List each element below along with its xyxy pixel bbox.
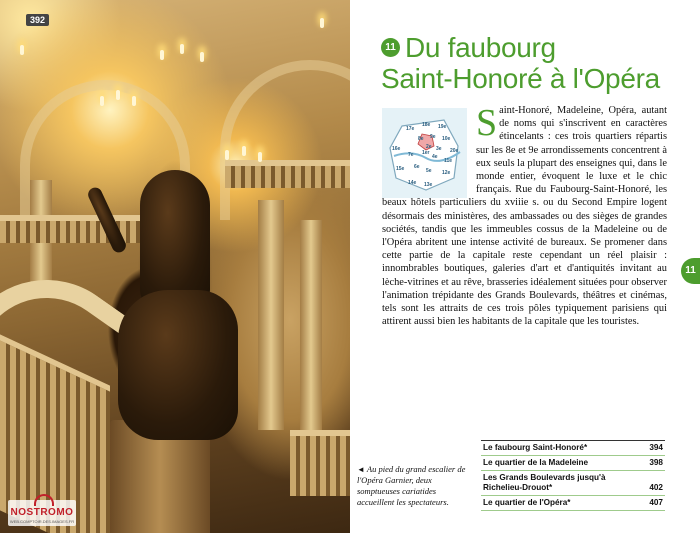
toc-page-number: 398 — [649, 458, 663, 467]
toc-label: Le quartier de l'Opéra* — [483, 498, 571, 507]
toc-row — [481, 441, 665, 456]
chapter-number-badge: 11 — [381, 38, 400, 57]
chandelier-candle — [200, 52, 204, 62]
caption-arrow-icon: ◄ — [357, 465, 365, 474]
chandelier-candle — [100, 96, 104, 106]
arch — [220, 60, 350, 220]
map-arrondissement-label: 16e — [392, 146, 401, 152]
toc-row — [481, 471, 665, 496]
map-arrondissement-label: 2e — [426, 144, 432, 150]
nostromo-watermark — [8, 500, 76, 526]
map-arrondissement-label: 7e — [408, 152, 414, 158]
map-arrondissement-label: 9e — [430, 134, 436, 140]
column — [258, 200, 284, 430]
chandelier-candle — [20, 45, 24, 55]
toc-label: Les Grands Boulevards jusqu'à Richelieu-Drouot* — [483, 473, 606, 492]
map-arrondissement-label: 19e — [438, 124, 447, 130]
watermark-tagline: WEB.COMPTOIR.DES.IMAGES.FR — [9, 519, 75, 524]
map-arrondissement-label: 3e — [436, 146, 442, 152]
upper-balustrade — [225, 160, 350, 188]
chapter-title-line2: Saint-Honoré à l'Opéra — [381, 63, 660, 94]
map-arrondissement-label: 14e — [408, 180, 417, 186]
chandelier-candle — [132, 96, 136, 106]
map-arrondissement-label: 8e — [418, 136, 424, 142]
chapter-title — [381, 32, 660, 94]
map-arrondissement-label: 5e — [426, 168, 432, 174]
watermark-name: NOSTROMO — [10, 507, 74, 518]
page-number-left: 392 — [26, 14, 49, 26]
dropcap-letter: S — [476, 102, 498, 144]
chandelier-candle — [320, 18, 324, 28]
chandelier-candle — [225, 150, 229, 160]
caption-text: Au pied du grand escalier de l'Opéra Garnier, deux somptueuses cariatides accueillent les spectateurs. — [357, 464, 466, 507]
caryatid-statue-upper — [140, 170, 210, 310]
caryatid-statue-lower — [118, 290, 238, 440]
map-arrondissement-label: 20e — [450, 148, 459, 154]
toc-row — [481, 456, 665, 471]
chandelier-candle — [258, 152, 262, 162]
chandelier-candle — [160, 50, 164, 60]
toc-label: Le quartier de la Madeleine — [483, 458, 589, 467]
chandelier-candle — [180, 44, 184, 54]
photo-caption — [357, 464, 467, 508]
intro-text: aint-Honoré, Madeleine, Opéra, autant de noms qui s'inscrivent en caractères étincelants : ces trois quartiers répartis sur les 8e et 9e arrondissements concentrent à eux seuls la plupart des enseignes qui, dans le monde entier, évoquent le luxe et le chic français. Rue du Faubourg-Saint-Honoré, les beaux hôtels particuliers du xviiie s. ou du Second Empire logent désormais des ministères, des ambassades ou des sièges de grandes sociétés, tandis que les immeubles cossus de la Madeleine ou de l'Opéra abritent une intense activité de bureaux. Se promener dans cette partie de la capitale reste cependant un réel plaisir : innombrables boutiques, galeries d'art et d'antiquités invitant au lèche-vitrines et au rêve, brasseries idéalement situées pour observer l'animation trépidante des Grands Boulevards, théâtres et cinémas, tels sont les attraits de ces trois pôles typiquement parisiens qui attirent aussi bien les habitants de la capitale que les touristes. — [382, 105, 667, 328]
chapter-side-tab: 11 — [681, 258, 700, 284]
toc-rows — [481, 441, 665, 511]
toc-page-number: 402 — [649, 483, 663, 492]
chapter-title-line1: Du faubourg — [405, 32, 556, 63]
map-arrondissement-label: 18e — [422, 122, 431, 128]
toc-row — [481, 496, 665, 511]
map-arrondissement-label: 1er — [422, 150, 430, 156]
column — [300, 220, 322, 440]
map-arrondissement-label: 12e — [442, 170, 451, 176]
map-arrondissement-label: 17e — [406, 126, 415, 132]
map-arrondissement-label: 10e — [442, 136, 451, 142]
toc-page-number: 407 — [649, 498, 663, 507]
map-arrondissement-label: 6e — [414, 164, 420, 170]
chapter-contents-table — [481, 440, 665, 511]
map-arrondissement-label: 15e — [396, 166, 405, 172]
chapter-header — [381, 32, 660, 94]
toc-page-number: 394 — [649, 443, 663, 452]
map-arrondissement-label: 4e — [432, 154, 438, 160]
chandelier-candle — [116, 90, 120, 100]
toc-label: Le faubourg Saint-Honoré* — [483, 443, 588, 452]
map-arrondissement-label: 13e — [424, 182, 433, 188]
map-spacer — [382, 104, 476, 192]
intro-paragraph — [382, 104, 667, 328]
map-arrondissement-label: 11e — [444, 158, 453, 164]
chandelier-candle — [242, 146, 246, 156]
lower-balustrade — [290, 430, 350, 496]
